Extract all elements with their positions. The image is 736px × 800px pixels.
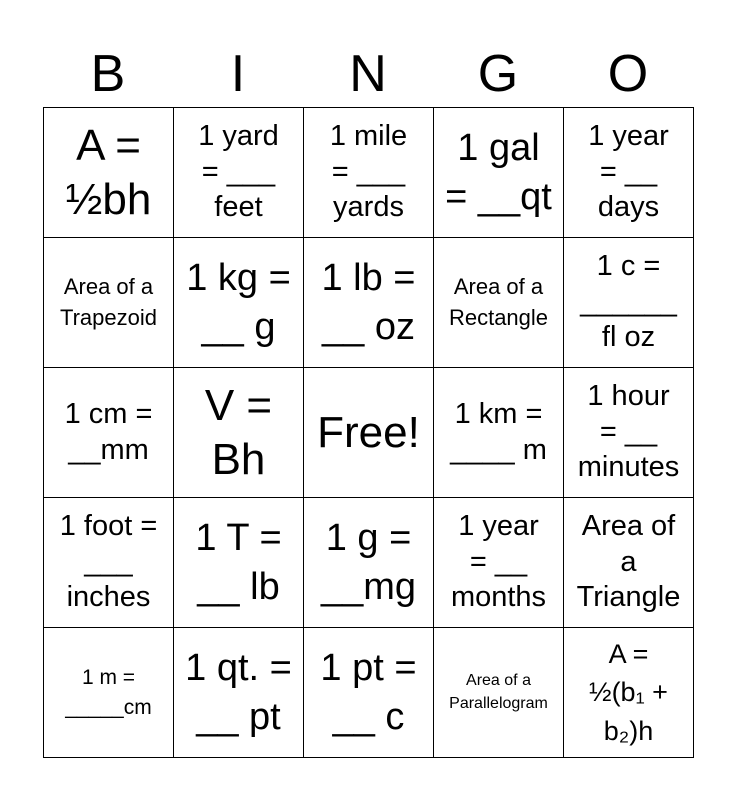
header-letter-g: G <box>477 45 519 103</box>
bingo-cell[interactable]: 1 hour = __ minutes <box>564 368 694 498</box>
bingo-cell[interactable]: A = ½bh <box>44 108 174 238</box>
header-letter-b: B <box>90 45 126 103</box>
bingo-cell[interactable]: 1 g = __mg <box>304 498 434 628</box>
bingo-cell[interactable]: 1 kg = __ g <box>174 238 304 368</box>
bingo-cell[interactable]: 1 cm = __mm <box>44 368 174 498</box>
bingo-cell[interactable]: 1 pt = __ c <box>304 628 434 758</box>
bingo-cell[interactable]: Area of a Rectangle <box>434 238 564 368</box>
header-letter-i: I <box>230 45 246 103</box>
header-letter-n: N <box>349 45 387 103</box>
bingo-cell[interactable]: 1 yard = ___ feet <box>174 108 304 238</box>
bingo-cell[interactable]: Area of a Triangle <box>564 498 694 628</box>
bingo-card-grid <box>43 107 694 758</box>
bingo-cell[interactable]: V = Bh <box>174 368 304 498</box>
bingo-cell[interactable]: 1 mile = ___ yards <box>304 108 434 238</box>
bingo-cell[interactable]: 1 km = ____ m <box>434 368 564 498</box>
bingo-cell[interactable]: 1 gal = __qt <box>434 108 564 238</box>
bingo-cell[interactable]: Area of a Parallelogram <box>434 628 564 758</box>
header-letter-o: O <box>607 45 649 103</box>
bingo-cell[interactable]: A = ½(b₁ + b₂)h <box>564 628 694 758</box>
bingo-cell[interactable]: 1 c = ______ fl oz <box>564 238 694 368</box>
bingo-cell[interactable]: 1 year = __ months <box>434 498 564 628</box>
bingo-cell[interactable]: 1 qt. = __ pt <box>174 628 304 758</box>
bingo-cell[interactable]: 1 year = __ days <box>564 108 694 238</box>
bingo-header <box>43 40 693 108</box>
bingo-cell[interactable]: 1 lb = __ oz <box>304 238 434 368</box>
bingo-cell[interactable]: 1 foot = ___ inches <box>44 498 174 628</box>
bingo-cell[interactable]: 1 T = __ lb <box>174 498 304 628</box>
bingo-cell[interactable]: 1 m = _____cm <box>44 628 174 758</box>
free-space-cell[interactable]: Free! <box>304 368 434 498</box>
bingo-cell[interactable]: Area of a Trapezoid <box>44 238 174 368</box>
